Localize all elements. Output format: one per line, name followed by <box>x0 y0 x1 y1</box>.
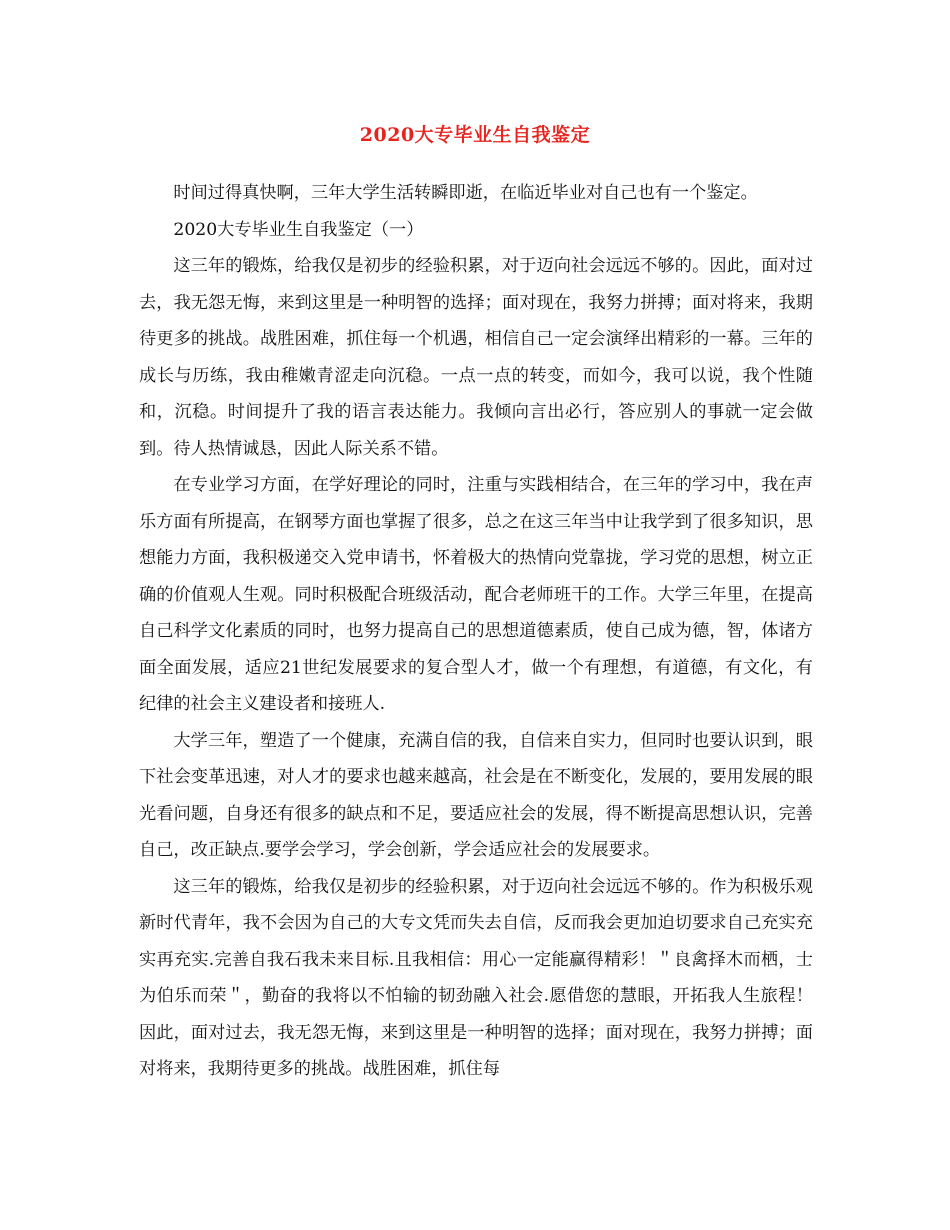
document-title: 2020大专毕业生自我鉴定 <box>359 124 591 146</box>
document-body <box>139 175 813 1088</box>
paragraph: 在专业学习方面，在学好理论的同时，注重与实践相结合，在三年的学习中，我在声乐方面有所提高，在钢琴方面也掌握了很多，总之在这三年当中让我学到了很多知识，思想能力方面，我积极递交入党申请书，怀着极大的热情向党靠拢，学习党的思想，树立正确的价值观人生观。同时积极配合班级活动，配合老师班干的工作。大学三年里，在提高自己科学文化素质的同时，也努力提高自己的思想道德素质，使自己成为德，智，体诸方面全面发展，适应21世纪发展要求的复合型人才，做一个有理想，有道德，有文化，有纪律的社会主义建设者和接班人. <box>139 475 813 714</box>
paragraph: 这三年的锻炼，给我仅是初步的经验积累，对于迈向社会远远不够的。作为积极乐观新时代青年，我不会因为自己的大专文凭而失去自信，反而我会更加迫切要求自己充实充实再充实.完善自我石我未来目标.且我相信：用心一定能赢得精彩！＂良禽择木而栖，士为伯乐而荣＂，勤奋的我将以不怕输的韧劲融入社会.愿借您的慧眼，开拓我人生旅程！因此，面对过去，我无怨无悔，来到这里是一种明智的选择；面对现在，我努力拼搏；面对将来，我期待更多的挑战。战胜困难，抓住每 <box>139 876 813 1079</box>
paragraph: 这三年的锻炼，给我仅是初步的经验积累，对于迈向社会远远不够的。因此，面对过去，我无怨无悔，来到这里是一种明智的选择；面对现在，我努力拼搏；面对将来，我期待更多的挑战。战胜困难，抓住每一个机遇，相信自己一定会演绎出精彩的一幕。三年的成长与历练，我由稚嫩青涩走向沉稳。一点一点的转变，而如今，我可以说，我个性随和，沉稳。时间提升了我的语言表达能力。我倾向言出必行，答应别人的事就一定会做到。待人热情诚恳，因此人际关系不错。 <box>139 256 813 459</box>
paragraph-intro: 时间过得真快啊，三年大学生活转瞬即逝，在临近毕业对自己也有一个鉴定。 <box>173 183 758 203</box>
section-heading: 2020大专毕业生自我鉴定（一） <box>173 219 424 240</box>
paragraph: 大学三年，塑造了一个健康，充满自信的我，自信来自实力，但同时也要认识到，眼下社会变革迅速，对人才的要求也越来越高，社会是在不断变化，发展的，要用发展的眼光看问题，自身还有很多的缺点和不足，要适应社会的发展，得不断提高思想认识，完善自己，改正缺点.要学会学习，学会创新，学会适应社会的发展要求。 <box>139 730 813 860</box>
